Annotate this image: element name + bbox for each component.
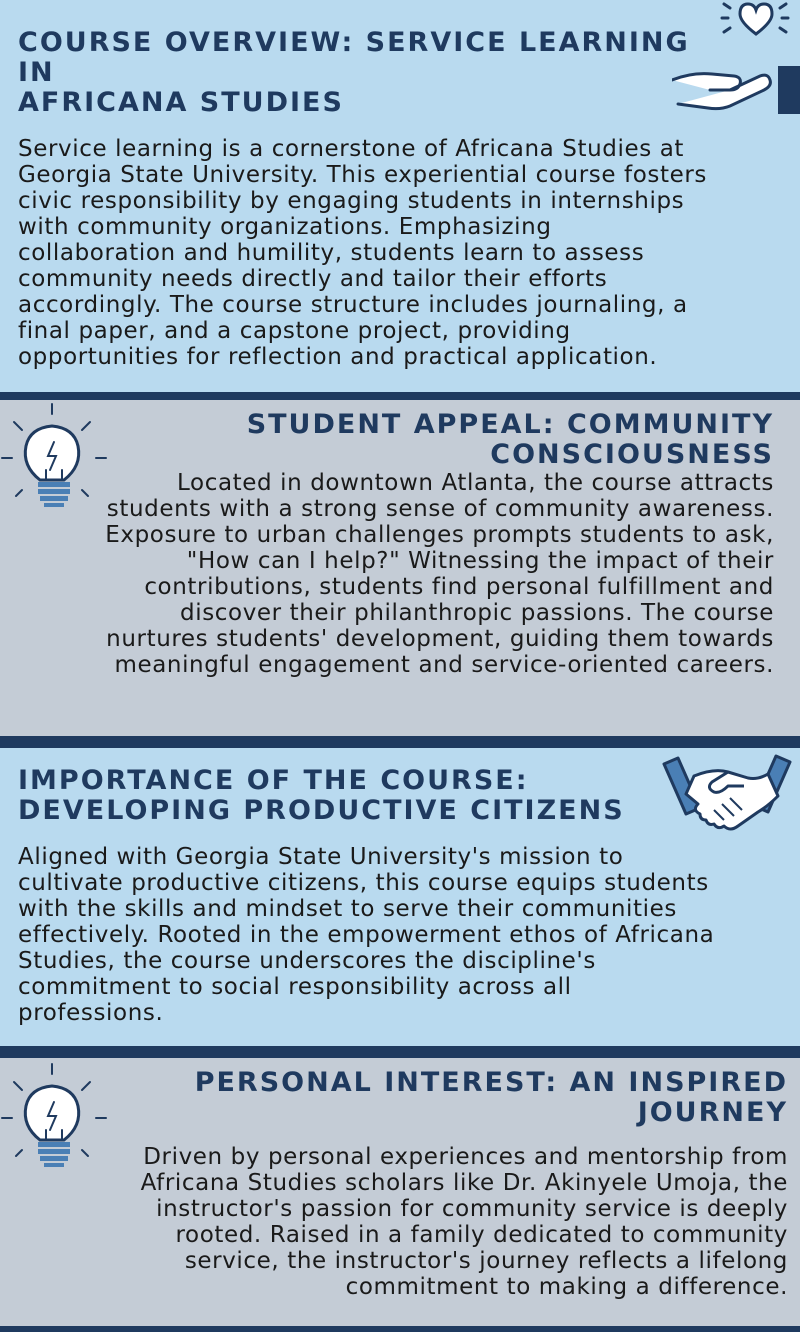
section-body: Located in downtown Atlanta, the course attracts students with a strong sense of community awareness. Exposure to urban challenges prompts students to ask, "How can I help?" Witnessing the impact of their contributions, students find personal fulfillment and discover their philanthropic passions. The course nurtures students' development, guiding them towards meaningful engagement and service-oriented careers.	[105, 470, 774, 678]
section-body: Aligned with Georgia State University's mission to cultivate productive citizens, this course equips students with the skills and mindset to serve their communities effectively. Rooted in the empowerment ethos of Africana Studies, the course underscores the discipline's commitment to social responsibility across all professions.	[18, 844, 715, 1026]
lightbulb-icon	[0, 1062, 110, 1172]
section-body: Service learning is a cornerstone of Africana Studies at Georgia State University. This experiential course fosters civic responsibility by engaging students in internships with community organizations. Emphasizing collaboration and humility, students learn to assess community needs directly and tailor their efforts accordingly. The course structure includes journaling, a final paper, and a capstone project, providing opportunities for reflection and practical application.	[18, 136, 707, 370]
section-body: Driven by personal experiences and mentorship from Africana Studies scholars like Dr. Akinyele Umoja, the instructor's passion for community service is deeply rooted. Raised in a family dedicated to community service, the instructor's journey reflects a lifelong commitment to making a difference.	[140, 1144, 788, 1300]
section-title: PERSONAL INTEREST: AN INSPIRED JOURNEY	[194, 1067, 788, 1128]
section-student-appeal	[0, 400, 800, 736]
section-title: STUDENT APPEAL: COMMUNITY CONSCIOUSNESS	[246, 409, 774, 470]
heart-in-hand-icon	[672, 0, 800, 120]
section-course-overview	[0, 0, 800, 392]
section-title: COURSE OVERVIEW: SERVICE LEARNING IN AFRICANA STUDIES	[18, 27, 690, 118]
section-importance	[0, 748, 800, 1046]
section-personal-interest	[0, 1058, 800, 1326]
handshake-icon	[654, 752, 800, 842]
section-title: IMPORTANCE OF THE COURSE: DEVELOPING PRODUCTIVE CITIZENS	[18, 765, 625, 826]
